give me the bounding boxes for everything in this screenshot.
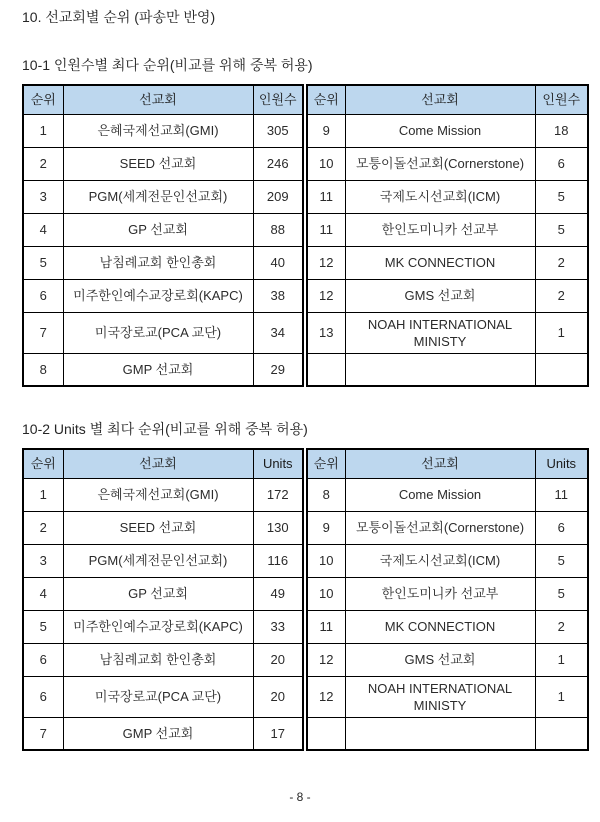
table-cell: 6 <box>535 147 588 180</box>
table-cell: 3 <box>23 544 63 577</box>
table-row <box>23 717 588 750</box>
table-row <box>23 180 588 213</box>
table-cell: 88 <box>253 213 305 246</box>
table-cell: 12 <box>305 643 345 676</box>
table-cell: 40 <box>253 246 305 279</box>
table-cell: 8 <box>23 353 63 386</box>
table-cell: 18 <box>535 114 588 147</box>
table-cell: 29 <box>253 353 305 386</box>
table-cell: 1 <box>535 312 588 353</box>
table-cell: 11 <box>535 478 588 511</box>
table-cell: 한인도미니카 선교부 <box>345 577 535 610</box>
table-cell: 10 <box>305 147 345 180</box>
column-header: 순위 <box>23 449 63 478</box>
table-cell <box>345 353 535 386</box>
table-cell: 17 <box>253 717 305 750</box>
table-cell: 38 <box>253 279 305 312</box>
table-cell: GMP 선교회 <box>63 717 253 750</box>
table-cell: 34 <box>253 312 305 353</box>
table-cell: 130 <box>253 511 305 544</box>
column-header: 인원수 <box>253 85 305 114</box>
column-header: 순위 <box>305 449 345 478</box>
column-header: 선교회 <box>63 85 253 114</box>
table-cell: 모퉁이돌선교회(Cornerstone) <box>345 511 535 544</box>
table-cell: 6 <box>23 279 63 312</box>
table-row <box>23 114 588 147</box>
table-cell: NOAH INTERNATIONAL MINISTY <box>345 312 535 353</box>
table-cell: MK CONNECTION <box>345 246 535 279</box>
table-cell: 2 <box>23 511 63 544</box>
table-cell: 5 <box>535 180 588 213</box>
table-cell: GMS 선교회 <box>345 643 535 676</box>
table-row <box>23 147 588 180</box>
table-header-row <box>23 449 588 478</box>
section-headcount-ranking <box>22 56 590 387</box>
table-cell: 33 <box>253 610 305 643</box>
table-cell: 미국장로교(PCA 교단) <box>63 312 253 353</box>
table-cell <box>345 717 535 750</box>
table-row <box>23 511 588 544</box>
table-cell: 6 <box>23 643 63 676</box>
table-cell: 6 <box>535 511 588 544</box>
table-cell: 172 <box>253 478 305 511</box>
table-cell: 5 <box>535 577 588 610</box>
section-units-ranking <box>22 420 590 751</box>
table-row <box>23 312 588 353</box>
table-cell: 246 <box>253 147 305 180</box>
table-cell: SEED 선교회 <box>63 147 253 180</box>
table-cell: 미국장로교(PCA 교단) <box>63 676 253 717</box>
column-header: 순위 <box>23 85 63 114</box>
units-ranking-table <box>22 448 589 751</box>
column-header: 선교회 <box>63 449 253 478</box>
table-cell: 2 <box>535 246 588 279</box>
table-row <box>23 478 588 511</box>
table-cell: 남침례교회 한인총회 <box>63 246 253 279</box>
table-row <box>23 676 588 717</box>
table-cell: GMS 선교회 <box>345 279 535 312</box>
column-header: 인원수 <box>535 85 588 114</box>
table-cell: 3 <box>23 180 63 213</box>
table-cell: 5 <box>535 544 588 577</box>
table-cell: 1 <box>23 478 63 511</box>
table-cell: MK CONNECTION <box>345 610 535 643</box>
table-cell: 10 <box>305 544 345 577</box>
table-cell: 2 <box>23 147 63 180</box>
table-cell: 9 <box>305 511 345 544</box>
column-header: 선교회 <box>345 449 535 478</box>
table-cell: 1 <box>535 643 588 676</box>
table-cell: Come Mission <box>345 478 535 511</box>
table-cell <box>305 717 345 750</box>
column-header: Units <box>253 449 305 478</box>
table-cell: 12 <box>305 246 345 279</box>
table-cell: 은혜국제선교회(GMI) <box>63 478 253 511</box>
table-row <box>23 610 588 643</box>
table-cell: PGM(세계전문인선교회) <box>63 180 253 213</box>
table-row <box>23 246 588 279</box>
table-cell: 2 <box>535 610 588 643</box>
table-cell: NOAH INTERNATIONAL MINISTY <box>345 676 535 717</box>
column-header: 선교회 <box>345 85 535 114</box>
table-cell: 남침례교회 한인총회 <box>63 643 253 676</box>
table-cell: 11 <box>305 180 345 213</box>
table-cell <box>535 717 588 750</box>
column-header: 순위 <box>305 85 345 114</box>
table-cell: 5 <box>23 246 63 279</box>
units-table-subtitle: 10-2 Units 별 최다 순위(비교를 위해 중복 허용) <box>22 421 308 437</box>
table-cell: GMP 선교회 <box>63 353 253 386</box>
table-cell: 7 <box>23 312 63 353</box>
table-cell: SEED 선교회 <box>63 511 253 544</box>
table-cell: 7 <box>23 717 63 750</box>
table-cell: 10 <box>305 577 345 610</box>
table-cell: 미주한인예수교장로회(KAPC) <box>63 610 253 643</box>
table-cell: 1 <box>23 114 63 147</box>
headcount-table-subtitle: 10-1 인원수별 최다 순위(비교를 위해 중복 허용) <box>22 57 313 73</box>
table-cell: 20 <box>253 643 305 676</box>
table-cell: 6 <box>23 676 63 717</box>
table-cell: 5 <box>535 213 588 246</box>
table-row <box>23 353 588 386</box>
table-cell: 1 <box>535 676 588 717</box>
table-cell: 13 <box>305 312 345 353</box>
table-cell: 49 <box>253 577 305 610</box>
table-cell: 12 <box>305 676 345 717</box>
table-row <box>23 643 588 676</box>
table-cell: 305 <box>253 114 305 147</box>
table-cell: 국제도시선교회(ICM) <box>345 180 535 213</box>
table-cell: 9 <box>305 114 345 147</box>
table-cell: 모퉁이돌선교회(Cornerstone) <box>345 147 535 180</box>
table-cell: 11 <box>305 610 345 643</box>
table-cell: 5 <box>23 610 63 643</box>
table-row <box>23 213 588 246</box>
table-cell: 한인도미니카 선교부 <box>345 213 535 246</box>
table-cell: 은혜국제선교회(GMI) <box>63 114 253 147</box>
table-cell: PGM(세계전문인선교회) <box>63 544 253 577</box>
table-cell: 미주한인예수교장로회(KAPC) <box>63 279 253 312</box>
table-cell <box>535 353 588 386</box>
table-row <box>23 544 588 577</box>
table-cell: 국제도시선교회(ICM) <box>345 544 535 577</box>
column-header: Units <box>535 449 588 478</box>
table-row <box>23 577 588 610</box>
table-cell: 4 <box>23 577 63 610</box>
table-cell: GP 선교회 <box>63 213 253 246</box>
table-cell: Come Mission <box>345 114 535 147</box>
table-cell: 11 <box>305 213 345 246</box>
table-cell: 2 <box>535 279 588 312</box>
table-cell: GP 선교회 <box>63 577 253 610</box>
page-title: 10. 선교회별 순위 (파송만 반영) <box>22 9 216 25</box>
table-cell: 8 <box>305 478 345 511</box>
table-cell <box>305 353 345 386</box>
headcount-ranking-table <box>22 84 589 387</box>
table-cell: 4 <box>23 213 63 246</box>
table-cell: 116 <box>253 544 305 577</box>
table-row <box>23 279 588 312</box>
table-cell: 209 <box>253 180 305 213</box>
page-number: - 8 - <box>289 790 311 804</box>
table-cell: 12 <box>305 279 345 312</box>
table-cell: 20 <box>253 676 305 717</box>
table-header-row <box>23 85 588 114</box>
